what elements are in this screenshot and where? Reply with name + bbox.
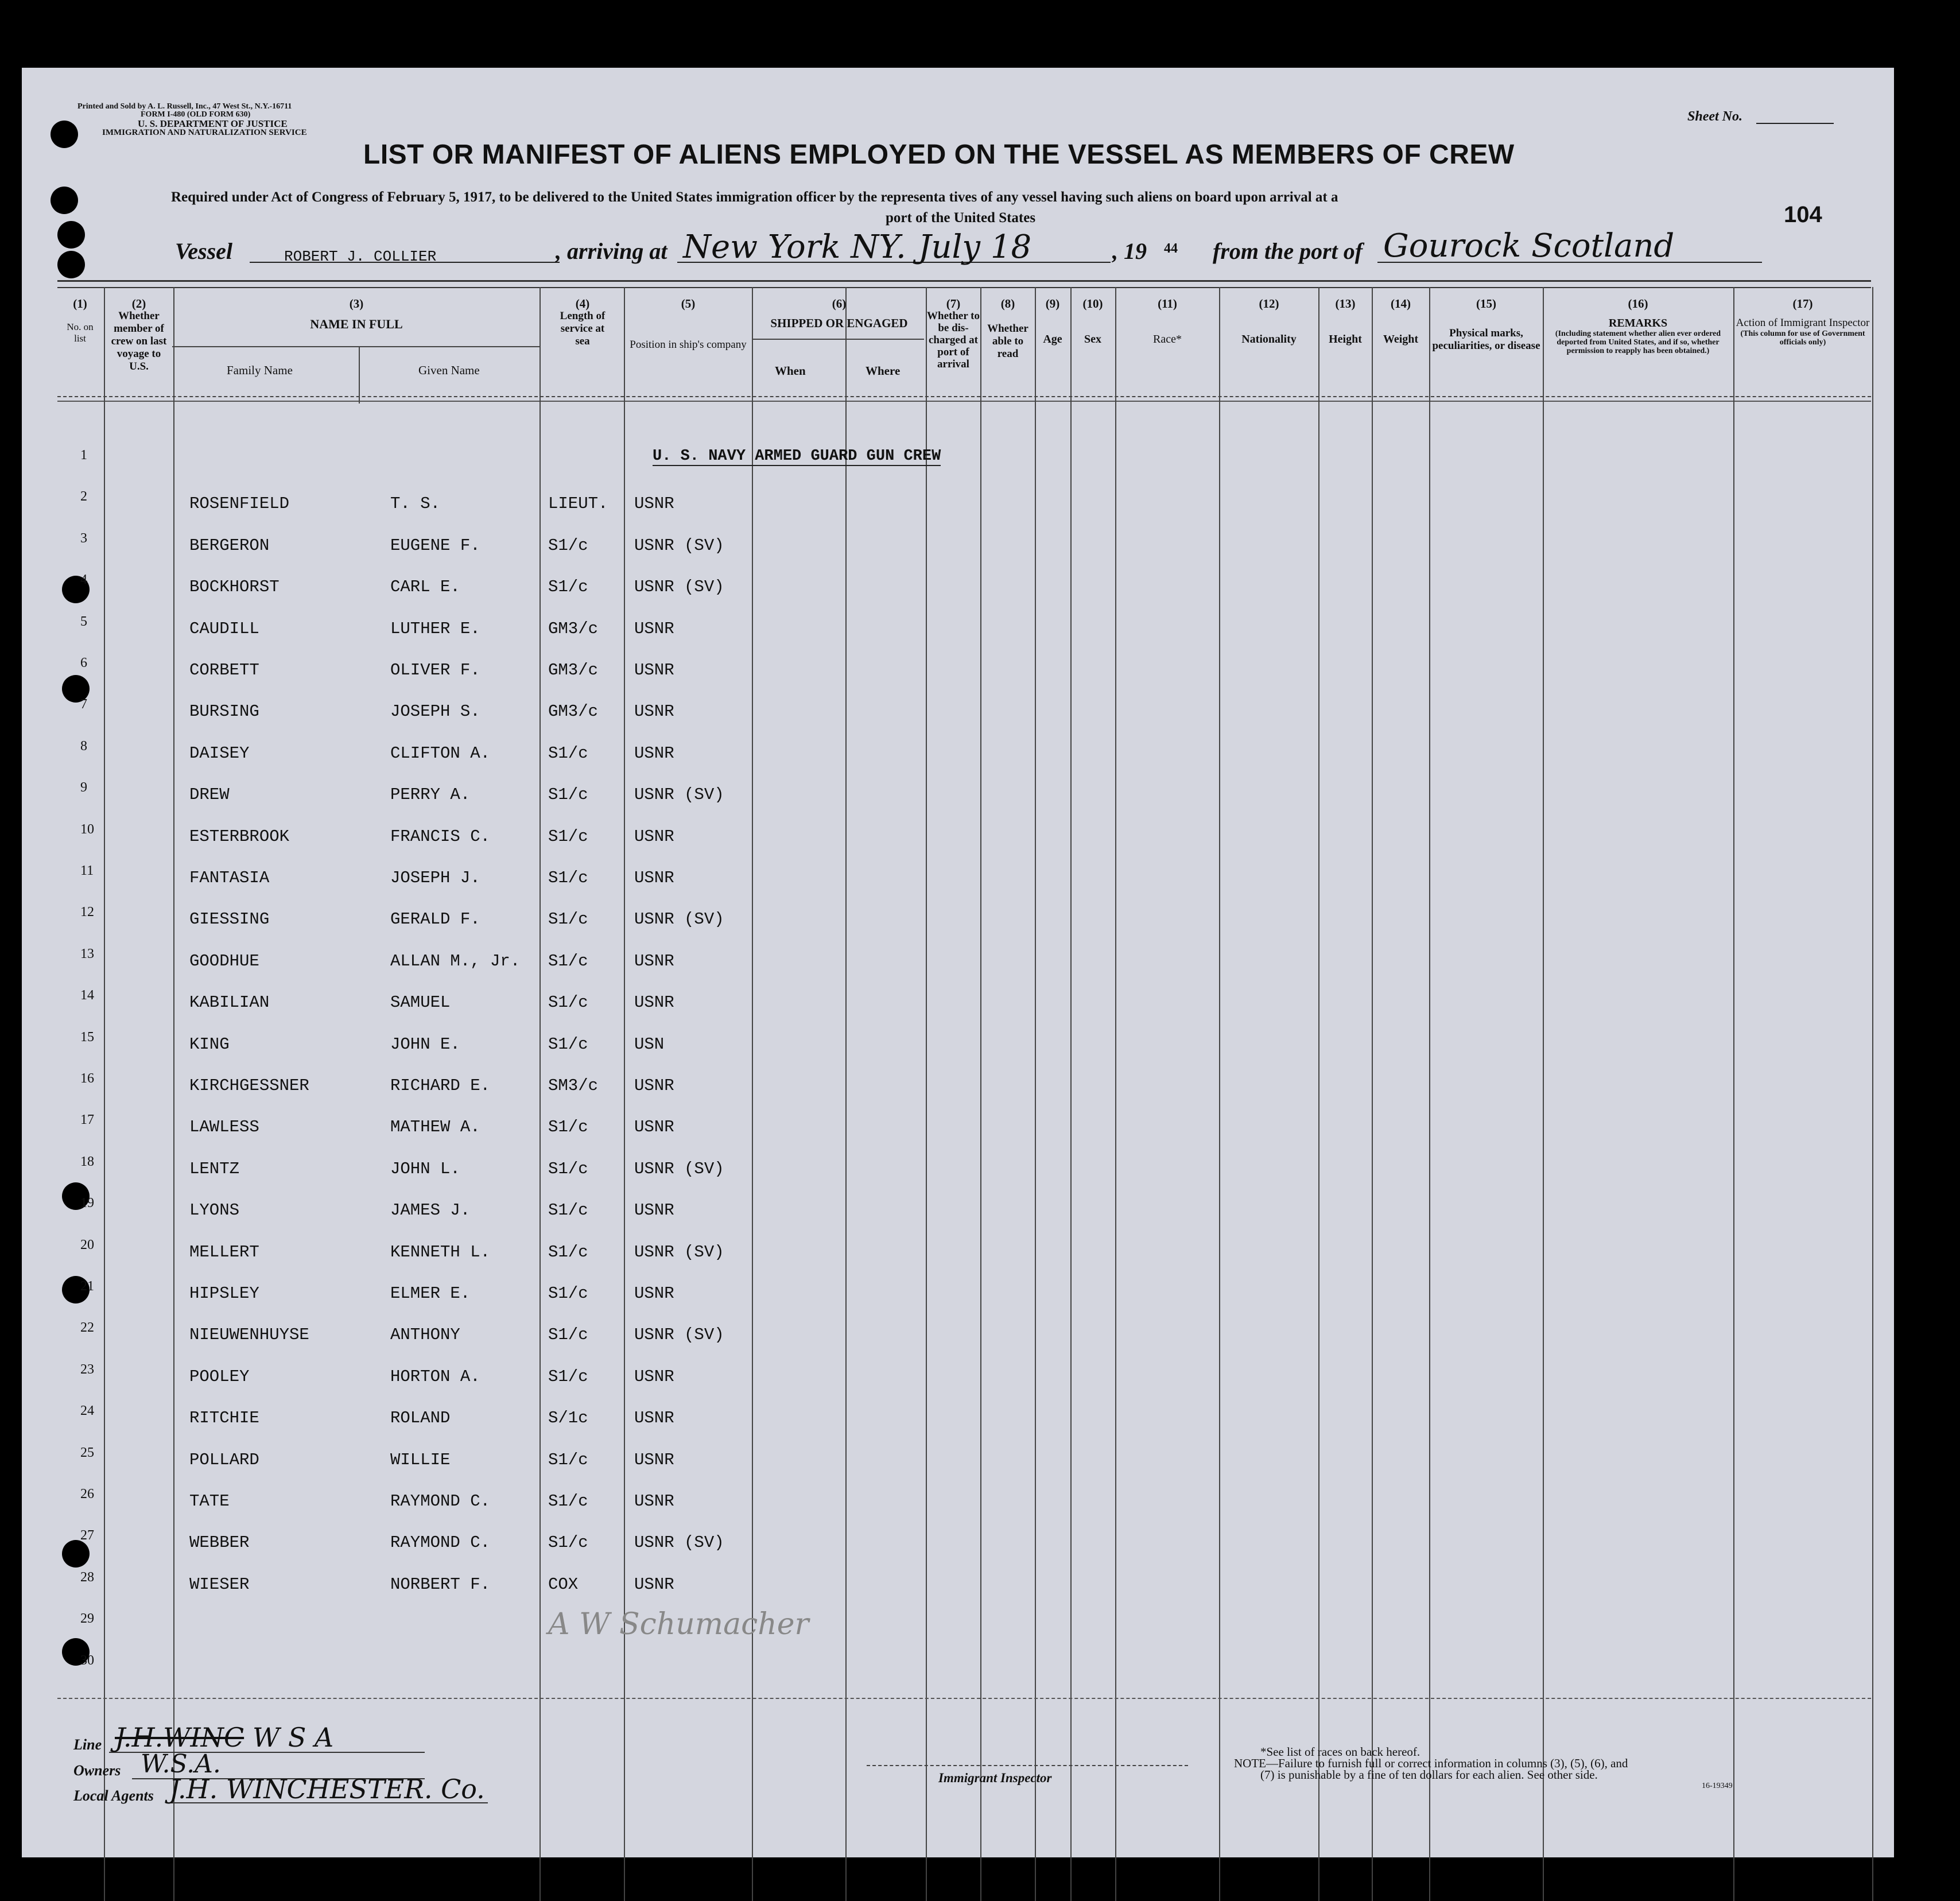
- header-rule: [57, 396, 1871, 397]
- agents-value: J.H. WINCHESTER. Co.: [169, 1774, 485, 1805]
- col-divider: [980, 287, 981, 1901]
- given-name: JOHN E.: [390, 1035, 460, 1054]
- year-prefix: , 19: [1112, 238, 1147, 264]
- from-label: from the port of: [1213, 238, 1363, 264]
- length-of-service: S1/c: [548, 577, 588, 596]
- length-of-service: S1/c: [548, 1367, 588, 1386]
- ship-position: USNR: [634, 661, 674, 680]
- header-rule-2: [57, 401, 1871, 402]
- ship-position: USNR: [634, 494, 674, 513]
- length-of-service: GM3/c: [548, 661, 599, 680]
- length-of-service: S1/c: [548, 827, 588, 846]
- length-of-service: COX: [548, 1575, 579, 1594]
- given-name: CLIFTON A.: [390, 744, 491, 763]
- given-name: JOSEPH S.: [390, 702, 480, 721]
- printer-line: Printed and Sold by A. L. Russell, Inc., 47 West St., N.Y.-16711: [77, 102, 292, 111]
- length-of-service: S1/c: [548, 868, 588, 887]
- col17-header: (17) Action of Immigrant Inspector (This column for use of Government officials only): [1736, 297, 1870, 347]
- row-number: 22: [80, 1320, 94, 1335]
- row-number: 28: [80, 1570, 94, 1585]
- races-note: *See list of races on back hereof.: [1260, 1745, 1420, 1759]
- length-of-service: S1/c: [548, 744, 588, 763]
- form-subtitle: Required under Act of Congress of February 5, 1917, to be delivered to the United States immigration officer by the representa tives of any vessel having such aliens on board upon arrival at a: [171, 189, 1338, 205]
- length-of-service: S1/c: [548, 1325, 588, 1344]
- family-name: WEBBER: [189, 1533, 250, 1552]
- col12-header: (12) Nationality: [1241, 297, 1297, 346]
- punch-hole: [57, 251, 85, 278]
- department: U. S. DEPARTMENT OF JUSTICE: [138, 118, 288, 129]
- length-of-service: S1/c: [548, 1201, 588, 1220]
- col7-header: (7) Whether to be dis-charged at port of arrival: [927, 297, 980, 370]
- length-of-service: S/1c: [548, 1409, 588, 1427]
- col-divider: [1318, 287, 1319, 1901]
- length-of-service: S1/c: [548, 1159, 588, 1178]
- ship-position: USNR: [634, 1409, 674, 1427]
- family-name: GIESSING: [189, 910, 270, 929]
- given-name: KENNETH L.: [390, 1243, 491, 1262]
- given-name: ROLAND: [390, 1409, 451, 1427]
- given-name: CARL E.: [390, 577, 460, 596]
- col-divider: [1035, 287, 1036, 1901]
- section-heading: U. S. NAVY ARMED GUARD GUN CREW: [653, 448, 941, 465]
- length-of-service: S1/c: [548, 952, 588, 971]
- family-name: MELLERT: [189, 1243, 259, 1262]
- ship-position: USNR (SV): [634, 1243, 724, 1262]
- row-number: 23: [80, 1362, 94, 1377]
- given-name: MATHEW A.: [390, 1118, 480, 1136]
- when-header: When: [775, 364, 806, 378]
- col14-header: (14) Weight: [1383, 297, 1419, 346]
- family-name: POOLEY: [189, 1367, 250, 1386]
- row-number: 15: [80, 1030, 94, 1045]
- col2-header: (2) Whether member of crew on last voyage to U.S.: [111, 297, 167, 373]
- length-of-service: S1/c: [548, 1450, 588, 1469]
- length-of-service: S1/c: [548, 1492, 588, 1511]
- family-name: KABILIAN: [189, 993, 270, 1012]
- table-bottom-rule: [57, 1698, 1871, 1699]
- row-number: 8: [80, 739, 87, 754]
- family-name: POLLARD: [189, 1450, 259, 1469]
- where-header: Where: [865, 364, 901, 378]
- col15-header: (15) Physical marks, peculiarities, or disease: [1432, 297, 1540, 352]
- name-sub-rule: [172, 346, 540, 347]
- service: IMMIGRATION AND NATURALIZATION SERVICE: [102, 128, 307, 137]
- given-name: PERRY A.: [390, 785, 471, 804]
- col-divider: [752, 287, 753, 1901]
- form-title: LIST OR MANIFEST OF ALIENS EMPLOYED ON THE VESSEL AS MEMBERS OF CREW: [363, 139, 1515, 170]
- row-number: 13: [80, 946, 94, 961]
- col-divider: [845, 287, 847, 1901]
- col3-header: (3) NAME IN FULL: [310, 297, 403, 331]
- row-number: 5: [80, 614, 87, 629]
- ship-position: USNR: [634, 993, 674, 1012]
- length-of-service: S1/c: [548, 993, 588, 1012]
- ship-position: USNR: [634, 1201, 674, 1220]
- col10-header: (10) Sex: [1082, 297, 1103, 346]
- given-name: JAMES J.: [390, 1201, 471, 1220]
- ship-position: USNR: [634, 619, 674, 638]
- ship-position: USNR: [634, 1076, 674, 1095]
- shipped-sub-rule: [752, 339, 924, 340]
- table-top-rule: [57, 280, 1871, 282]
- family-name: FANTASIA: [189, 868, 270, 887]
- line-struck-value: J.H.WINC: [115, 1722, 244, 1753]
- row-number: 10: [80, 822, 94, 837]
- from-port: Gourock Scotland: [1383, 227, 1675, 265]
- row-number: 26: [80, 1487, 94, 1502]
- family-name: RITCHIE: [189, 1409, 259, 1427]
- col1-header: (1) No. on list: [67, 297, 94, 344]
- row-number: 30: [80, 1653, 94, 1668]
- col5-header: (5) Position in ship's company: [630, 297, 747, 351]
- family-name: HIPSLEY: [189, 1284, 259, 1303]
- row-number: 2: [80, 489, 87, 504]
- vessel-label: Vessel: [175, 238, 232, 264]
- ship-position: USN: [634, 1035, 665, 1054]
- length-of-service: S1/c: [548, 785, 588, 804]
- col6-header: (6) SHIPPED OR ENGAGED: [770, 297, 908, 330]
- family-name: WIESER: [189, 1575, 250, 1594]
- given-name: RAYMOND C.: [390, 1533, 491, 1552]
- col-divider: [540, 287, 541, 1901]
- arriving-label: , arriving at: [556, 238, 667, 264]
- row-number: 9: [80, 780, 87, 795]
- family-name: ESTERBROOK: [189, 827, 290, 846]
- form-number: FORM I-480 (OLD FORM 630): [141, 110, 251, 119]
- given-name: ANTHONY: [390, 1325, 460, 1344]
- penalty-note-2: (7) is punishable by a fine of ten dollars for each alien. See other side.: [1260, 1768, 1598, 1782]
- col-divider: [359, 346, 360, 404]
- col-divider: [1429, 287, 1430, 1901]
- given-name: T. S.: [390, 494, 441, 513]
- length-of-service: S1/c: [548, 1284, 588, 1303]
- length-of-service: S1/c: [548, 536, 588, 555]
- form-code: 16-19349: [1702, 1782, 1733, 1790]
- col11-header: (11) Race*: [1153, 297, 1182, 346]
- given-name: RAYMOND C.: [390, 1492, 491, 1511]
- family-name: CAUDILL: [189, 619, 259, 638]
- ship-position: USNR (SV): [634, 536, 724, 555]
- ship-position: USNR: [634, 744, 674, 763]
- col-divider: [1372, 287, 1373, 1901]
- ship-position: USNR: [634, 827, 674, 846]
- given-name: NORBERT F.: [390, 1575, 491, 1594]
- given-name: SAMUEL: [390, 993, 451, 1012]
- form-subtitle-2: port of the United States: [886, 210, 1036, 226]
- given-name: JOHN L.: [390, 1159, 460, 1178]
- col-divider: [1115, 287, 1116, 1901]
- row-number: 3: [80, 531, 87, 546]
- given-name: ALLAN M., Jr.: [390, 952, 521, 971]
- family-name: CORBETT: [189, 661, 259, 680]
- length-of-service: S1/c: [548, 1118, 588, 1136]
- given-name: WILLIE: [390, 1450, 451, 1469]
- col-divider: [926, 287, 927, 1901]
- given-name: ELMER E.: [390, 1284, 471, 1303]
- row-number: 24: [80, 1403, 94, 1418]
- sheet-stamp: 104: [1784, 202, 1822, 227]
- ship-position: USNR: [634, 952, 674, 971]
- row-number: 17: [80, 1112, 94, 1127]
- col-divider: [173, 287, 174, 1901]
- row-number: 20: [80, 1237, 94, 1252]
- ship-position: USNR (SV): [634, 1325, 724, 1344]
- row-number: 1: [80, 448, 87, 463]
- punch-hole: [51, 187, 78, 214]
- given-name: EUGENE F.: [390, 536, 480, 555]
- given-name: FRANCIS C.: [390, 827, 491, 846]
- length-of-service: GM3/c: [548, 619, 599, 638]
- length-of-service: S1/c: [548, 1533, 588, 1552]
- family-name: LYONS: [189, 1201, 240, 1220]
- ship-position: USNR: [634, 702, 674, 721]
- col-divider: [1543, 287, 1544, 1901]
- given-name-header: Given Name: [418, 363, 480, 377]
- family-name: NIEUWENHUYSE: [189, 1325, 309, 1344]
- given-name: HORTON A.: [390, 1367, 480, 1386]
- col-divider: [845, 339, 847, 402]
- owners-label: Owners: [73, 1762, 121, 1779]
- family-name: DAISEY: [189, 744, 250, 763]
- row-number: 4: [80, 572, 87, 587]
- length-of-service: LIEUT.: [548, 494, 608, 513]
- given-name: GERALD F.: [390, 910, 480, 929]
- given-name: JOSEPH J.: [390, 868, 480, 887]
- inspector-signature: A W Schumacher: [548, 1607, 809, 1642]
- given-name: RICHARD E.: [390, 1076, 491, 1095]
- inspector-line: [867, 1765, 1188, 1766]
- col-divider: [1733, 287, 1734, 1901]
- row-number: 27: [80, 1528, 94, 1543]
- penalty-note-1: NOTE—Failure to furnish full or correct information in columns (3), (5), (6), and: [1234, 1756, 1628, 1770]
- arriving-port: New York NY.: [683, 228, 906, 266]
- ship-position: USNR: [634, 1575, 674, 1594]
- ship-position: USNR: [634, 868, 674, 887]
- ship-position: USNR: [634, 1367, 674, 1386]
- year-suffix: 44: [1164, 241, 1178, 256]
- family-name: KING: [189, 1035, 230, 1054]
- col8-header: (8) Whether able to read: [987, 297, 1028, 360]
- row-number: 12: [80, 905, 94, 920]
- sheet-number-line: [1756, 123, 1834, 124]
- inspector-label: Immigrant Inspector: [938, 1771, 1052, 1785]
- family-name: BERGERON: [189, 536, 270, 555]
- length-of-service: S1/c: [548, 1243, 588, 1262]
- vessel-name: ROBERT J. COLLIER: [284, 248, 437, 265]
- row-number: 16: [80, 1071, 94, 1086]
- row-number: 6: [80, 655, 87, 670]
- family-name: ROSENFIELD: [189, 494, 290, 513]
- length-of-service: SM3/c: [548, 1076, 599, 1095]
- table-top-rule-2: [57, 287, 1871, 288]
- row-number: 7: [80, 697, 87, 712]
- owners-value: W.S.A.: [141, 1749, 221, 1779]
- punch-hole: [62, 1540, 90, 1568]
- col13-header: (13) Height: [1329, 297, 1362, 346]
- family-name: BOCKHORST: [189, 577, 280, 596]
- given-name: LUTHER E.: [390, 619, 480, 638]
- family-name: KIRCHGESSNER: [189, 1076, 309, 1095]
- length-of-service: S1/c: [548, 910, 588, 929]
- line-value: W S A: [253, 1722, 334, 1753]
- ship-position: USNR (SV): [634, 1159, 724, 1178]
- row-number: 19: [80, 1196, 94, 1211]
- ship-position: USNR: [634, 1492, 674, 1511]
- ship-position: USNR (SV): [634, 577, 724, 596]
- row-number: 11: [80, 863, 94, 878]
- ship-position: USNR (SV): [634, 785, 724, 804]
- agents-label: Local Agents: [73, 1787, 154, 1804]
- col9-header: (9) Age: [1043, 297, 1062, 346]
- family-name: DREW: [189, 785, 230, 804]
- punch-hole: [51, 121, 78, 148]
- ship-position: USNR (SV): [634, 1533, 724, 1552]
- sheet-label: Sheet No.: [1687, 109, 1742, 124]
- col16-header: (16) REMARKS (Including statement whether alien ever ordered deported from United States, and if so, whether permission to reapply has been obtained.): [1555, 297, 1721, 355]
- col-divider: [104, 287, 105, 1901]
- family-name: LAWLESS: [189, 1118, 259, 1136]
- row-number: 21: [80, 1279, 94, 1294]
- line-label: Line: [73, 1736, 102, 1753]
- col4-header: (4) Length of service at sea: [560, 297, 606, 347]
- punch-hole: [57, 221, 85, 249]
- col-divider: [1872, 287, 1873, 1901]
- arrival-date: July 18: [918, 228, 1032, 266]
- row-number: 29: [80, 1611, 94, 1626]
- row-number: 25: [80, 1445, 94, 1460]
- row-number: 14: [80, 988, 94, 1003]
- given-name: OLIVER F.: [390, 661, 480, 680]
- ship-position: USNR: [634, 1450, 674, 1469]
- ship-position: USNR: [634, 1284, 674, 1303]
- col-divider: [1070, 287, 1072, 1901]
- ship-position: USNR: [634, 1118, 674, 1136]
- family-name: LENTZ: [189, 1159, 240, 1178]
- row-number: 18: [80, 1154, 94, 1169]
- col-divider: [1219, 287, 1220, 1901]
- family-name: TATE: [189, 1492, 230, 1511]
- family-name: GOODHUE: [189, 952, 259, 971]
- family-name: BURSING: [189, 702, 259, 721]
- length-of-service: S1/c: [548, 1035, 588, 1054]
- ship-position: USNR (SV): [634, 910, 724, 929]
- length-of-service: GM3/c: [548, 702, 599, 721]
- family-name-header: Family Name: [227, 363, 293, 377]
- col-divider: [624, 287, 625, 1901]
